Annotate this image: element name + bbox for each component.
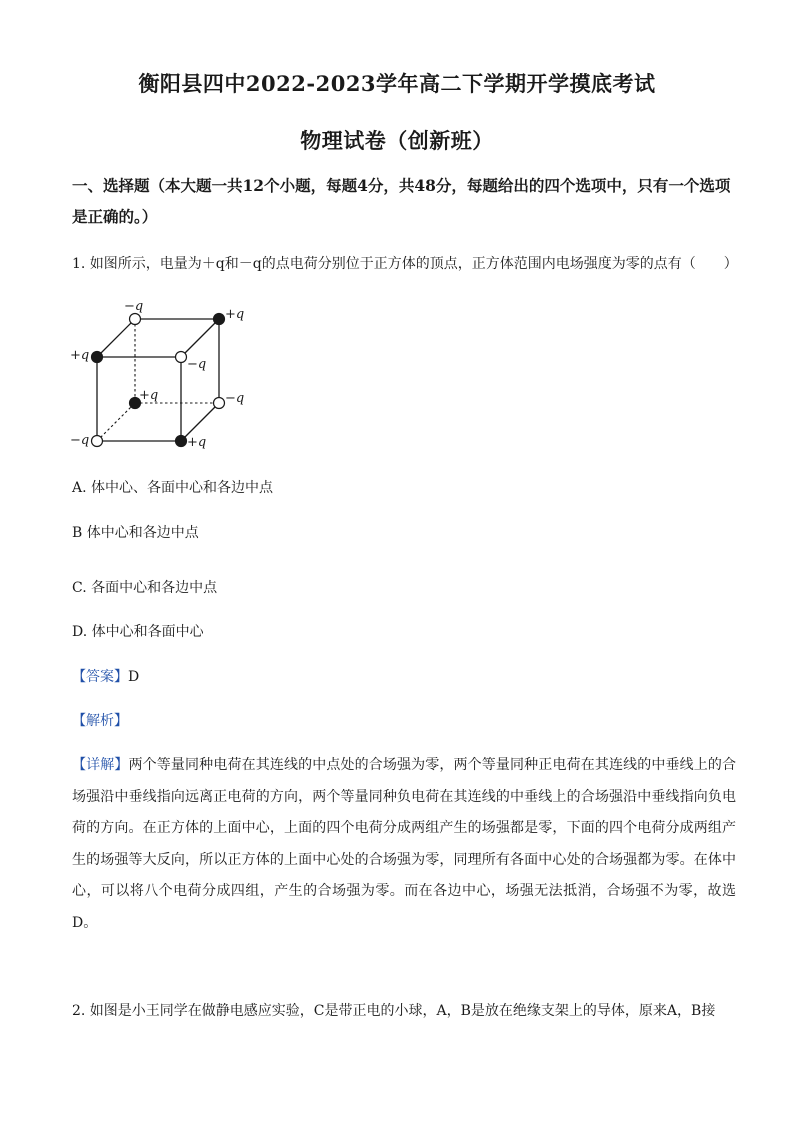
charge-label: −q: [225, 391, 245, 406]
charge-negative: [130, 314, 141, 325]
charge-label: −q: [70, 433, 90, 448]
charge-label: +q: [70, 348, 90, 363]
question-2-stem: 2. 如图是小王同学在做静电感应实验，C是带正电的小球，A，B是放在绝缘支架上的导体，原来A，B接: [72, 1003, 716, 1019]
answer-tag: 【答案】: [72, 669, 128, 685]
detail-tag: 【详解】: [72, 757, 129, 773]
analysis-tag: 【解析】: [72, 713, 128, 729]
charge-label: −q: [187, 357, 207, 372]
option-b: B 体中心和各边中点: [72, 525, 199, 541]
charge-negative: [92, 436, 103, 447]
detail-text: 两个等量同种电荷在其连线的中点处的合场强为零，两个等量同种正电荷在其连线的中垂线上的合场强沿中垂线指向远离正电荷的方向，两个等量同种负电荷在其连线的中垂线上的合场强沿中垂线指向负电荷的方向。在正方体的上面中心，上面的四个电荷分成两组产生的场强都是零，下面的四个电荷分成两组产生的场强等大反向，所以正方体的上面中心处的合场强为零，同理所有各面中心处的合场强都为零。在体中心，可以将八个电荷分成四组，产生的合场强为零。而在各边中心，场强无法抵消，合场强不为零，故选D。: [72, 757, 737, 931]
detail-paragraph: [72, 750, 736, 939]
question-1-stem: 1. 如图所示，电量为＋q和－q的点电荷分别位于正方体的顶点，正方体范围内电场强度为零的点有（ ）: [72, 256, 738, 272]
option-a: A. 体中心、各面中心和各边中点: [72, 480, 274, 496]
charge-label: −q: [124, 299, 144, 314]
section-heading: 一、选择题（本大题一共12个小题，每题4分，共48分，每题给出的四个选项中，只有一个选项是正确的。）: [72, 176, 731, 226]
option-c: C. 各面中心和各边中点: [72, 580, 218, 596]
cube-charge-figure: [66, 298, 256, 454]
charge-positive: [214, 314, 225, 325]
answer-line: [72, 666, 139, 686]
charge-label: +q: [139, 388, 159, 403]
charge-positive: [92, 352, 103, 363]
charge-negative: [176, 352, 187, 363]
charge-positive: [176, 436, 187, 447]
charge-label: +q: [225, 307, 245, 322]
answer-value: D: [128, 669, 140, 685]
page-title: 衡阳县四中2022-2023学年高二下学期开学摸底考试: [138, 71, 656, 96]
charge-label: +q: [187, 435, 207, 450]
option-d: D. 体中心和各面中心: [72, 624, 204, 640]
charge-negative: [214, 398, 225, 409]
page-subtitle: 物理试卷（创新班）: [300, 128, 494, 153]
